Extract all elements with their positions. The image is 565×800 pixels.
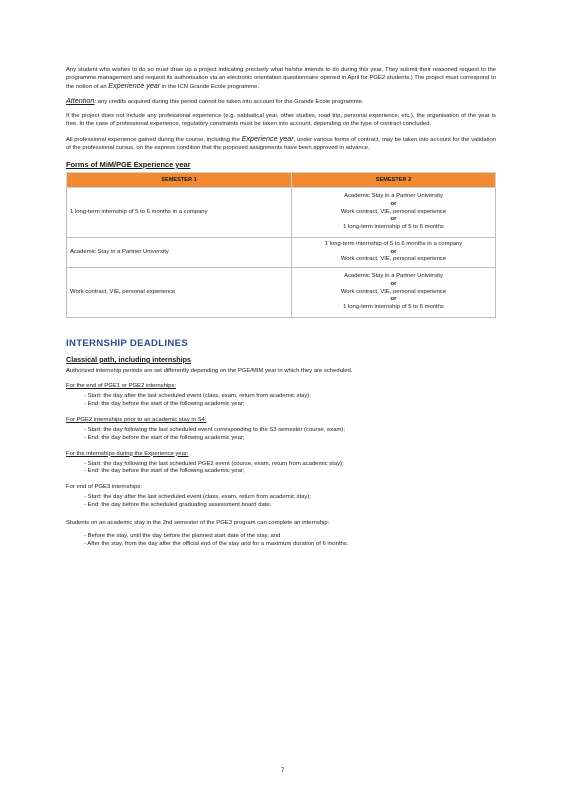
list-item: - End: the day before the start of the following academic year; xyxy=(84,435,496,443)
table-cell: 1 long-term internship of 5 to 6 months in a company or Work contract, VIE, personal experience xyxy=(292,237,496,267)
table-cell: Academic Stay in a Partner University xyxy=(67,237,292,267)
deadline-list xyxy=(66,393,496,409)
deadlines-heading: INTERNSHIP DEADLINES xyxy=(66,337,189,349)
table-cell: Academic Stay in a Partner University or Work contract, VIE, personal experience or 1 long-term internship of 5 to 6 months xyxy=(292,187,496,237)
table-cell: 1 long-term internship of 5 to 6 months in a company xyxy=(67,187,292,237)
table-cell: Academic Stay in a Partner University or Work contract, VIE, personal experience or 1 long-term internship of 5 to 6 months xyxy=(292,267,496,317)
subsection-title: For PGE2 internships prior to an academic stay in S4: xyxy=(66,416,207,423)
deadline-list xyxy=(66,461,496,477)
table-row xyxy=(67,187,496,237)
attention-paragraph: Attention: any credits acquired during this period cannot be taken into account for the Grande Ecole programme. xyxy=(66,96,364,106)
table-cell: Work contract, VIE, personal experience xyxy=(67,267,292,317)
deadline-list xyxy=(66,494,496,510)
forms-heading: Forms of MiM/PGE Experience year xyxy=(66,159,191,169)
document-page xyxy=(66,66,496,555)
list-item: - End: the day before the start of the following academic year; xyxy=(84,468,496,476)
semester-table xyxy=(66,172,496,318)
experience-year-emphasis-2: Experience year xyxy=(241,133,294,143)
page-number: 7 xyxy=(280,768,285,774)
classical-path-heading: Classical path, including internships xyxy=(66,354,192,364)
authorized-periods-text: Authorized internship periods are set differently depending on the PGE/MIM year in which they are scheduled. xyxy=(66,368,353,375)
list-item: - Start: the day after the last scheduled event (class, exam, return from academic stay); xyxy=(84,494,496,502)
subsection-title: For end of PGE3 internships: xyxy=(66,484,142,491)
list-item: - After the stay, from the day after the official end of the stay and for a maximum duration of 6 months. xyxy=(84,541,496,549)
table-row xyxy=(67,267,496,317)
list-item: - End: the day before the start of the following academic year; xyxy=(84,401,496,409)
list-item: - Before the stay, until the day before the planned start date of the stay, and xyxy=(84,533,496,541)
subsection-title: For the end of PGE1 or PGE2 internships: xyxy=(66,383,177,390)
subsection-title: For the internships during the Experience year: xyxy=(66,450,189,457)
attention-label: Attention xyxy=(66,96,95,106)
list-item: - Start: the day after the last scheduled event (class, exam, return from academic stay); xyxy=(84,393,496,401)
list-item: - End: the day before the scheduled graduating assessment board date. xyxy=(84,502,496,510)
semester-1-header: SEMESTER 1 xyxy=(67,172,292,187)
intro-paragraph: Any student who wishes to do so must draw up a project indicating precisely what he/she intends to do during this year. They submit their reasoned request to the programme management and request its authorisation via an electronic orientation questionnaire opened in April for PGE2 students.) The project must correspond to the notion of an Experience year in the ICN Grande Ecole programme. xyxy=(66,67,496,91)
deadline-list xyxy=(66,533,496,549)
academic-stay-text: Students on an academic stay in the 2nd semester of the PGE3 program can complete an internship: xyxy=(66,519,330,526)
table-row xyxy=(67,237,496,267)
list-item: - Start: the day following the last scheduled PGE2 event (course, exam, return from academic stay); xyxy=(84,461,496,469)
list-item: - Start: the day following the last scheduled event corresponding to the S3 semester (course, exam); xyxy=(84,427,496,435)
validation-paragraph: All professional experience gained during the course, including the Experience year, under various forms of contract, may be taken into account for the validation of the professional cursus, on the express condition that the proposed assignments have been approved in advance. xyxy=(66,133,497,151)
deadline-list xyxy=(66,427,496,443)
professional-experience-paragraph: If the project does not include any professional experience (e.g. sabbatical year, other studies, road trip, personal experience, etc.), the organisation of the year is free. In the case of professional experience, regulatory constraints must be taken into account, depending on the type of contract concluded. xyxy=(66,113,496,128)
semester-2-header: SEMESTER 2 xyxy=(292,172,496,187)
experience-year-emphasis: Experience year xyxy=(108,81,161,91)
